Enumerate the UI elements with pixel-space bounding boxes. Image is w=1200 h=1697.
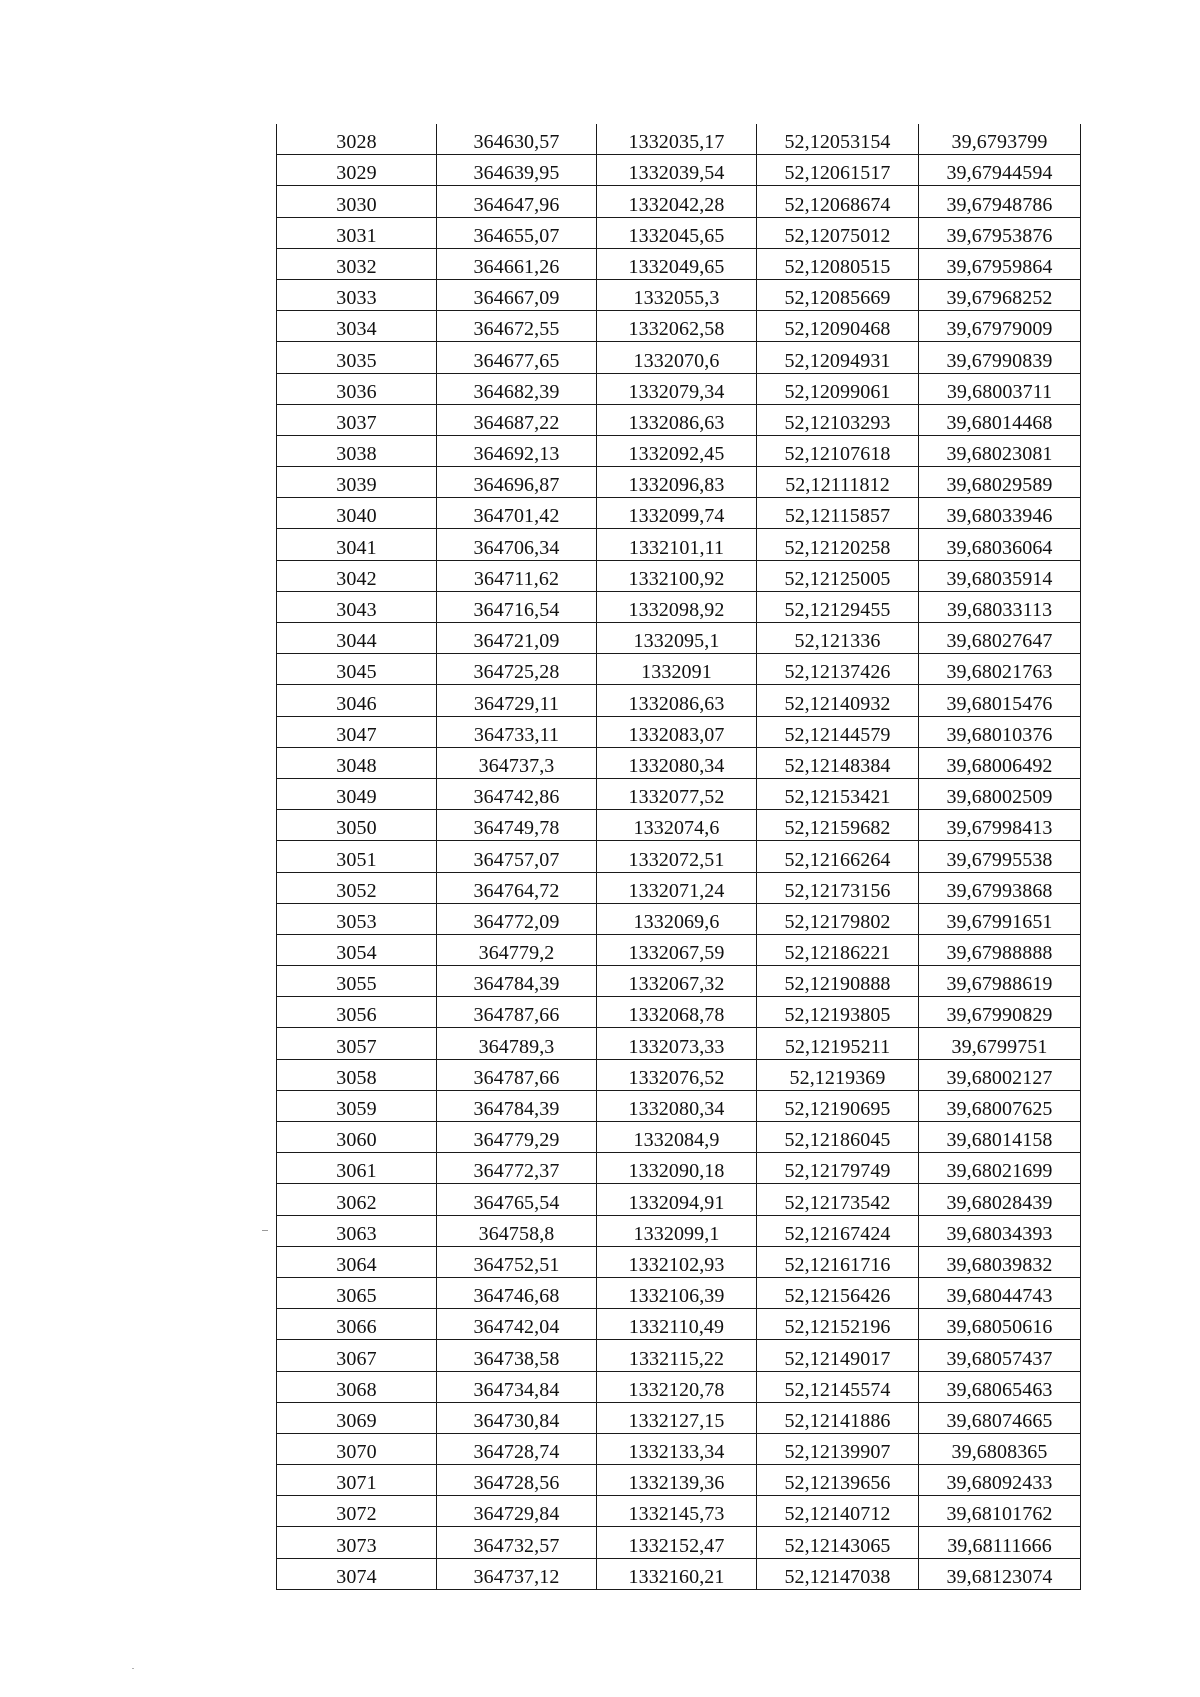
latitude-cell: 52,12173542 [757, 1184, 919, 1215]
x-coordinate-cell: 364692,13 [437, 435, 597, 466]
longitude-cell: 39,67979009 [919, 311, 1081, 342]
longitude-cell: 39,67988619 [919, 966, 1081, 997]
longitude-cell: 39,68028439 [919, 1184, 1081, 1215]
table-row [277, 1215, 1081, 1246]
point-number-cell: 3073 [277, 1527, 437, 1558]
table-row [277, 1090, 1081, 1121]
y-coordinate-cell: 1332145,73 [597, 1496, 757, 1527]
x-coordinate-cell: 364730,84 [437, 1402, 597, 1433]
y-coordinate-cell: 1332062,58 [597, 311, 757, 342]
latitude-cell: 52,12147038 [757, 1558, 919, 1589]
x-coordinate-cell: 364737,12 [437, 1558, 597, 1589]
latitude-cell: 52,12090468 [757, 311, 919, 342]
point-number-cell: 3064 [277, 1246, 437, 1277]
latitude-cell: 52,12137426 [757, 654, 919, 685]
longitude-cell: 39,68101762 [919, 1496, 1081, 1527]
x-coordinate-cell: 364701,42 [437, 498, 597, 529]
x-coordinate-cell: 364779,2 [437, 934, 597, 965]
longitude-cell: 39,67959864 [919, 248, 1081, 279]
y-coordinate-cell: 1332120,78 [597, 1371, 757, 1402]
latitude-cell: 52,12107618 [757, 435, 919, 466]
table-row [277, 903, 1081, 934]
point-number-cell: 3048 [277, 747, 437, 778]
longitude-cell: 39,68034393 [919, 1215, 1081, 1246]
y-coordinate-cell: 1332069,6 [597, 903, 757, 934]
table-row [277, 1558, 1081, 1589]
latitude-cell: 52,12080515 [757, 248, 919, 279]
point-number-cell: 3049 [277, 778, 437, 809]
table-row [277, 311, 1081, 342]
x-coordinate-cell: 364787,66 [437, 1059, 597, 1090]
x-coordinate-cell: 364789,3 [437, 1028, 597, 1059]
table-row [277, 124, 1081, 155]
x-coordinate-cell: 364738,58 [437, 1340, 597, 1371]
latitude-cell: 52,12195211 [757, 1028, 919, 1059]
latitude-cell: 52,12103293 [757, 404, 919, 435]
longitude-cell: 39,68065463 [919, 1371, 1081, 1402]
x-coordinate-cell: 364706,34 [437, 529, 597, 560]
longitude-cell: 39,68007625 [919, 1090, 1081, 1121]
longitude-cell: 39,68123074 [919, 1558, 1081, 1589]
x-coordinate-cell: 364716,54 [437, 591, 597, 622]
point-number-cell: 3074 [277, 1558, 437, 1589]
y-coordinate-cell: 1332099,74 [597, 498, 757, 529]
longitude-cell: 39,68003711 [919, 373, 1081, 404]
point-number-cell: 3046 [277, 685, 437, 716]
point-number-cell: 3047 [277, 716, 437, 747]
longitude-cell: 39,67944594 [919, 155, 1081, 186]
point-number-cell: 3038 [277, 435, 437, 466]
point-number-cell: 3040 [277, 498, 437, 529]
y-coordinate-cell: 1332055,3 [597, 279, 757, 310]
longitude-cell: 39,67948786 [919, 186, 1081, 217]
point-number-cell: 3071 [277, 1465, 437, 1496]
table-row [277, 1028, 1081, 1059]
latitude-cell: 52,12144579 [757, 716, 919, 747]
table-row [277, 1309, 1081, 1340]
x-coordinate-cell: 364733,11 [437, 716, 597, 747]
table-row [277, 342, 1081, 373]
longitude-cell: 39,68036064 [919, 529, 1081, 560]
latitude-cell: 52,12120258 [757, 529, 919, 560]
latitude-cell: 52,12139907 [757, 1433, 919, 1464]
latitude-cell: 52,12111812 [757, 467, 919, 498]
y-coordinate-cell: 1332045,65 [597, 217, 757, 248]
latitude-cell: 52,12159682 [757, 810, 919, 841]
table-row [277, 1184, 1081, 1215]
point-number-cell: 3072 [277, 1496, 437, 1527]
point-number-cell: 3054 [277, 934, 437, 965]
y-coordinate-cell: 1332074,6 [597, 810, 757, 841]
longitude-cell: 39,67990839 [919, 342, 1081, 373]
table-row [277, 1277, 1081, 1308]
x-coordinate-cell: 364667,09 [437, 279, 597, 310]
table-row [277, 1246, 1081, 1277]
point-number-cell: 3032 [277, 248, 437, 279]
longitude-cell: 39,68015476 [919, 685, 1081, 716]
x-coordinate-cell: 364639,95 [437, 155, 597, 186]
y-coordinate-cell: 1332139,36 [597, 1465, 757, 1496]
longitude-cell: 39,68021699 [919, 1153, 1081, 1184]
table-row [277, 1153, 1081, 1184]
table-row [277, 1371, 1081, 1402]
longitude-cell: 39,68029589 [919, 467, 1081, 498]
x-coordinate-cell: 364732,57 [437, 1527, 597, 1558]
latitude-cell: 52,12186045 [757, 1122, 919, 1153]
point-number-cell: 3069 [277, 1402, 437, 1433]
table-row [277, 279, 1081, 310]
point-number-cell: 3029 [277, 155, 437, 186]
table-row [277, 1465, 1081, 1496]
table-row [277, 373, 1081, 404]
y-coordinate-cell: 1332102,93 [597, 1246, 757, 1277]
x-coordinate-cell: 364742,86 [437, 778, 597, 809]
x-coordinate-cell: 364661,26 [437, 248, 597, 279]
latitude-cell: 52,12173156 [757, 872, 919, 903]
longitude-cell: 39,67991651 [919, 903, 1081, 934]
longitude-cell: 39,6793799 [919, 124, 1081, 155]
point-number-cell: 3033 [277, 279, 437, 310]
y-coordinate-cell: 1332067,59 [597, 934, 757, 965]
x-coordinate-cell: 364757,07 [437, 841, 597, 872]
point-number-cell: 3055 [277, 966, 437, 997]
y-coordinate-cell: 1332067,32 [597, 966, 757, 997]
latitude-cell: 52,12190888 [757, 966, 919, 997]
table-row [277, 467, 1081, 498]
coordinates-table [276, 124, 1081, 1590]
table-row [277, 529, 1081, 560]
table-row [277, 716, 1081, 747]
x-coordinate-cell: 364742,04 [437, 1309, 597, 1340]
longitude-cell: 39,67988888 [919, 934, 1081, 965]
table-row [277, 435, 1081, 466]
y-coordinate-cell: 1332042,28 [597, 186, 757, 217]
latitude-cell: 52,1219369 [757, 1059, 919, 1090]
x-coordinate-cell: 364721,09 [437, 623, 597, 654]
longitude-cell: 39,68050616 [919, 1309, 1081, 1340]
x-coordinate-cell: 364784,39 [437, 1090, 597, 1121]
point-number-cell: 3068 [277, 1371, 437, 1402]
point-number-cell: 3050 [277, 810, 437, 841]
point-number-cell: 3045 [277, 654, 437, 685]
latitude-cell: 52,12061517 [757, 155, 919, 186]
y-coordinate-cell: 1332152,47 [597, 1527, 757, 1558]
latitude-cell: 52,12075012 [757, 217, 919, 248]
table-row [277, 591, 1081, 622]
latitude-cell: 52,12156426 [757, 1277, 919, 1308]
longitude-cell: 39,67990829 [919, 997, 1081, 1028]
y-coordinate-cell: 1332077,52 [597, 778, 757, 809]
x-coordinate-cell: 364784,39 [437, 966, 597, 997]
latitude-cell: 52,12179749 [757, 1153, 919, 1184]
latitude-cell: 52,12140932 [757, 685, 919, 716]
table-row [277, 1059, 1081, 1090]
longitude-cell: 39,67995538 [919, 841, 1081, 872]
coordinates-table-body [277, 124, 1081, 1589]
latitude-cell: 52,12085669 [757, 279, 919, 310]
point-number-cell: 3035 [277, 342, 437, 373]
x-coordinate-cell: 364647,96 [437, 186, 597, 217]
x-coordinate-cell: 364725,28 [437, 654, 597, 685]
latitude-cell: 52,12125005 [757, 560, 919, 591]
table-row [277, 217, 1081, 248]
longitude-cell: 39,67953876 [919, 217, 1081, 248]
latitude-cell: 52,12166264 [757, 841, 919, 872]
longitude-cell: 39,68033113 [919, 591, 1081, 622]
longitude-cell: 39,68092433 [919, 1465, 1081, 1496]
table-row [277, 155, 1081, 186]
latitude-cell: 52,12115857 [757, 498, 919, 529]
table-row [277, 623, 1081, 654]
latitude-cell: 52,12140712 [757, 1496, 919, 1527]
y-coordinate-cell: 1332083,07 [597, 716, 757, 747]
table-row [277, 1402, 1081, 1433]
latitude-cell: 52,12143065 [757, 1527, 919, 1558]
y-coordinate-cell: 1332080,34 [597, 747, 757, 778]
point-number-cell: 3031 [277, 217, 437, 248]
x-coordinate-cell: 364677,65 [437, 342, 597, 373]
point-number-cell: 3062 [277, 1184, 437, 1215]
x-coordinate-cell: 364787,66 [437, 997, 597, 1028]
latitude-cell: 52,12190695 [757, 1090, 919, 1121]
table-row [277, 1122, 1081, 1153]
y-coordinate-cell: 1332086,63 [597, 404, 757, 435]
point-number-cell: 3051 [277, 841, 437, 872]
x-coordinate-cell: 364772,09 [437, 903, 597, 934]
longitude-cell: 39,68033946 [919, 498, 1081, 529]
point-number-cell: 3057 [277, 1028, 437, 1059]
table-row [277, 1496, 1081, 1527]
x-coordinate-cell: 364711,62 [437, 560, 597, 591]
y-coordinate-cell: 1332100,92 [597, 560, 757, 591]
longitude-cell: 39,68035914 [919, 560, 1081, 591]
point-number-cell: 3059 [277, 1090, 437, 1121]
latitude-cell: 52,12179802 [757, 903, 919, 934]
point-number-cell: 3053 [277, 903, 437, 934]
latitude-cell: 52,12167424 [757, 1215, 919, 1246]
x-coordinate-cell: 364758,8 [437, 1215, 597, 1246]
point-number-cell: 3028 [277, 124, 437, 155]
y-coordinate-cell: 1332084,9 [597, 1122, 757, 1153]
x-coordinate-cell: 364764,72 [437, 872, 597, 903]
latitude-cell: 52,12161716 [757, 1246, 919, 1277]
table-row [277, 778, 1081, 809]
point-number-cell: 3066 [277, 1309, 437, 1340]
longitude-cell: 39,68044743 [919, 1277, 1081, 1308]
latitude-cell: 52,12068674 [757, 186, 919, 217]
latitude-cell: 52,121336 [757, 623, 919, 654]
point-number-cell: 3065 [277, 1277, 437, 1308]
y-coordinate-cell: 1332090,18 [597, 1153, 757, 1184]
point-number-cell: 3056 [277, 997, 437, 1028]
point-number-cell: 3058 [277, 1059, 437, 1090]
x-coordinate-cell: 364655,07 [437, 217, 597, 248]
table-row [277, 872, 1081, 903]
x-coordinate-cell: 364779,29 [437, 1122, 597, 1153]
y-coordinate-cell: 1332095,1 [597, 623, 757, 654]
table-row [277, 1527, 1081, 1558]
latitude-cell: 52,12186221 [757, 934, 919, 965]
point-number-cell: 3043 [277, 591, 437, 622]
longitude-cell: 39,68023081 [919, 435, 1081, 466]
table-row [277, 841, 1081, 872]
y-coordinate-cell: 1332039,54 [597, 155, 757, 186]
y-coordinate-cell: 1332070,6 [597, 342, 757, 373]
y-coordinate-cell: 1332106,39 [597, 1277, 757, 1308]
longitude-cell: 39,6808365 [919, 1433, 1081, 1464]
longitude-cell: 39,6799751 [919, 1028, 1081, 1059]
table-row [277, 186, 1081, 217]
x-coordinate-cell: 364729,84 [437, 1496, 597, 1527]
y-coordinate-cell: 1332080,34 [597, 1090, 757, 1121]
x-coordinate-cell: 364765,54 [437, 1184, 597, 1215]
x-coordinate-cell: 364729,11 [437, 685, 597, 716]
point-number-cell: 3030 [277, 186, 437, 217]
x-coordinate-cell: 364630,57 [437, 124, 597, 155]
point-number-cell: 3039 [277, 467, 437, 498]
table-row [277, 404, 1081, 435]
point-number-cell: 3063 [277, 1215, 437, 1246]
latitude-cell: 52,12129455 [757, 591, 919, 622]
x-coordinate-cell: 364734,84 [437, 1371, 597, 1402]
y-coordinate-cell: 1332096,83 [597, 467, 757, 498]
y-coordinate-cell: 1332099,1 [597, 1215, 757, 1246]
latitude-cell: 52,12099061 [757, 373, 919, 404]
y-coordinate-cell: 1332133,34 [597, 1433, 757, 1464]
margin-dot [132, 1668, 134, 1669]
table-row [277, 654, 1081, 685]
longitude-cell: 39,68010376 [919, 716, 1081, 747]
longitude-cell: 39,68014468 [919, 404, 1081, 435]
table-row [277, 934, 1081, 965]
longitude-cell: 39,68021763 [919, 654, 1081, 685]
point-number-cell: 3052 [277, 872, 437, 903]
point-number-cell: 3070 [277, 1433, 437, 1464]
longitude-cell: 39,68002509 [919, 778, 1081, 809]
y-coordinate-cell: 1332115,22 [597, 1340, 757, 1371]
longitude-cell: 39,68014158 [919, 1122, 1081, 1153]
latitude-cell: 52,12152196 [757, 1309, 919, 1340]
x-coordinate-cell: 364696,87 [437, 467, 597, 498]
y-coordinate-cell: 1332076,52 [597, 1059, 757, 1090]
x-coordinate-cell: 364749,78 [437, 810, 597, 841]
table-row [277, 1433, 1081, 1464]
x-coordinate-cell: 364687,22 [437, 404, 597, 435]
x-coordinate-cell: 364746,68 [437, 1277, 597, 1308]
y-coordinate-cell: 1332127,15 [597, 1402, 757, 1433]
longitude-cell: 39,68002127 [919, 1059, 1081, 1090]
table-row [277, 248, 1081, 279]
point-number-cell: 3034 [277, 311, 437, 342]
y-coordinate-cell: 1332091 [597, 654, 757, 685]
y-coordinate-cell: 1332098,92 [597, 591, 757, 622]
y-coordinate-cell: 1332073,33 [597, 1028, 757, 1059]
x-coordinate-cell: 364728,56 [437, 1465, 597, 1496]
longitude-cell: 39,68057437 [919, 1340, 1081, 1371]
longitude-cell: 39,68074665 [919, 1402, 1081, 1433]
point-number-cell: 3060 [277, 1122, 437, 1153]
x-coordinate-cell: 364672,55 [437, 311, 597, 342]
x-coordinate-cell: 364728,74 [437, 1433, 597, 1464]
latitude-cell: 52,12149017 [757, 1340, 919, 1371]
point-number-cell: 3044 [277, 623, 437, 654]
table-row [277, 498, 1081, 529]
y-coordinate-cell: 1332068,78 [597, 997, 757, 1028]
latitude-cell: 52,12148384 [757, 747, 919, 778]
latitude-cell: 52,12053154 [757, 124, 919, 155]
y-coordinate-cell: 1332092,45 [597, 435, 757, 466]
point-number-cell: 3067 [277, 1340, 437, 1371]
y-coordinate-cell: 1332101,11 [597, 529, 757, 560]
y-coordinate-cell: 1332049,65 [597, 248, 757, 279]
y-coordinate-cell: 1332079,34 [597, 373, 757, 404]
table-row [277, 810, 1081, 841]
x-coordinate-cell: 364772,37 [437, 1153, 597, 1184]
latitude-cell: 52,12094931 [757, 342, 919, 373]
x-coordinate-cell: 364682,39 [437, 373, 597, 404]
point-number-cell: 3041 [277, 529, 437, 560]
x-coordinate-cell: 364737,3 [437, 747, 597, 778]
point-number-cell: 3061 [277, 1153, 437, 1184]
point-number-cell: 3036 [277, 373, 437, 404]
table-row [277, 966, 1081, 997]
y-coordinate-cell: 1332035,17 [597, 124, 757, 155]
longitude-cell: 39,68039832 [919, 1246, 1081, 1277]
point-number-cell: 3037 [277, 404, 437, 435]
y-coordinate-cell: 1332086,63 [597, 685, 757, 716]
longitude-cell: 39,67993868 [919, 872, 1081, 903]
table-row [277, 685, 1081, 716]
table-row [277, 560, 1081, 591]
table-row [277, 747, 1081, 778]
y-coordinate-cell: 1332072,51 [597, 841, 757, 872]
latitude-cell: 52,12139656 [757, 1465, 919, 1496]
latitude-cell: 52,12145574 [757, 1371, 919, 1402]
latitude-cell: 52,12193805 [757, 997, 919, 1028]
y-coordinate-cell: 1332110,49 [597, 1309, 757, 1340]
longitude-cell: 39,67998413 [919, 810, 1081, 841]
table-row [277, 1340, 1081, 1371]
longitude-cell: 39,68111666 [919, 1527, 1081, 1558]
y-coordinate-cell: 1332160,21 [597, 1558, 757, 1589]
margin-mark [262, 1230, 268, 1231]
y-coordinate-cell: 1332071,24 [597, 872, 757, 903]
x-coordinate-cell: 364752,51 [437, 1246, 597, 1277]
longitude-cell: 39,68006492 [919, 747, 1081, 778]
latitude-cell: 52,12141886 [757, 1402, 919, 1433]
table-row [277, 997, 1081, 1028]
longitude-cell: 39,67968252 [919, 279, 1081, 310]
latitude-cell: 52,12153421 [757, 778, 919, 809]
longitude-cell: 39,68027647 [919, 623, 1081, 654]
point-number-cell: 3042 [277, 560, 437, 591]
y-coordinate-cell: 1332094,91 [597, 1184, 757, 1215]
